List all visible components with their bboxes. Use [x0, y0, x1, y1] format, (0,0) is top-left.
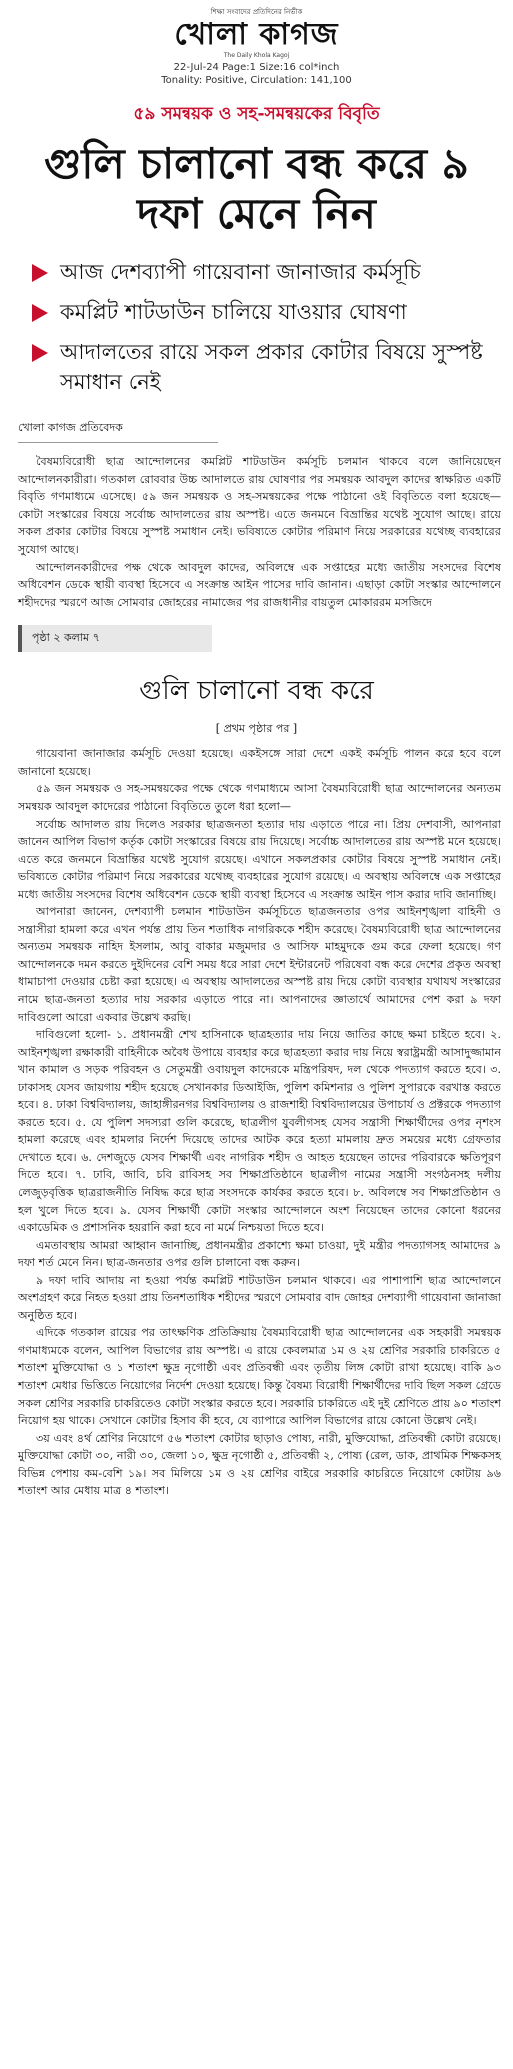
intro-paragraph: বৈষম্যবিরোধী ছাত্র আন্দোলনের কমপ্লিট শাটডাউন কর্মসূচি চলমান থাকবে বলে জানিয়েছেন আন্দোলনকারীরা। গতকাল রোববার উচ্চ আদালতে রায় ঘোষণার পর সমন্বয়ক আবদুল কাদের স্বাক্ষরিত একটি বিবৃতি গণমাধ্যমে এসেছে। ৫৯ জন সমন্বয়ক ও সহ-সমন্বয়কের পক্ষে পাঠানো ওই বিবৃতিতে বলা হয়েছে— কোটা সংস্কারের বিষয়ে সর্বোচ্চ আদালতের রায় অস্পষ্ট। এতে জনমনে বিভ্রান্তির যথেষ্ট সুযোগ আছে। রায়ে সকল প্রকার কোটার বিষয়ে সুস্পষ্ট সমাধান নেই। ভবিষ্যতে কোটার পরিমাণ নিয়ে সরকারের যথেচ্ছ ব্যবহারের সুযোগ আছে। — [18, 455, 501, 556]
byline: খোলা কাগজ প্রতিবেদক — [18, 419, 218, 443]
continued-on-label: পৃষ্ঠা ২ কলাম ৭ — [18, 625, 212, 652]
bullet-text: আজ দেশব্যাপী গায়েবানা জানাজার কর্মসূচি — [60, 260, 421, 284]
article-paragraph: ৩য় এবং ৪র্থ শ্রেণির নিয়োগে ৫৬ শতাংশ কোটার ছাড়াও পোষ্য, নারী, মুক্তিযোদ্ধা, প্রতিবন্ধী কোটা রয়েছে। মুক্তিযোদ্ধা কোটা ৩০, নারী ৩০, জেলা ১০, ক্ষুদ্র নৃগোষ্ঠী ৫, প্রতিবন্ধী ২, পোষ্য (রেল, ডাক, প্রাথমিক শিক্ষকসহ বিভিন্ন পেশায় কম-বেশি ১৯। সব মিলিয়ে ১ম ও ২য় শ্রেণির বাইরে সরকারি কাচরিতে নিয়োগে কোটায় ৯৬ শতাংশ আর মেধায় মাত্র ৪ শতাংশ। — [18, 1431, 501, 1498]
red-arrow-icon — [32, 304, 48, 322]
article-paragraph: এমতাবস্থায় আমরা আহ্বান জানাচ্ছি, প্রধানমন্ত্রীর প্রকাশ্যে ক্ষমা চাওয়া, দুই মন্ত্রীর পদত্যাগসহ আমাদের ৯ দফা শর্ত মেনে নিন। ছাত্র-জনতার ওপর গুলি চালানো বন্ধ করুন। — [18, 1238, 501, 1270]
bullet-text: কমপ্লিট শাটডাউন চালিয়ে যাওয়ার ঘোষণা — [60, 300, 407, 324]
highlight-bullet — [32, 297, 503, 327]
clip-metadata — [0, 61, 513, 87]
headline-kicker: ৫৯ সমন্বয়ক ও সহ-সমন্বয়কের বিবৃতি — [133, 104, 380, 124]
article-intro — [18, 453, 501, 611]
masthead-tagline: শিক্ষা সংবাদের প্রতিদিনের নির্ভীক — [210, 8, 303, 16]
clip-tonality-circulation: Tonality: Positive, Circulation: 141,100 — [161, 75, 352, 86]
highlight-bullet — [32, 337, 503, 397]
article-paragraph: আপনারা জানেন, দেশব্যাপী চলমান শাটডাউন কর্মসূচিতে ছাত্রজনতার ওপর আইনশৃঙ্খলা বাহিনী ও সন্ত্রাসীরা হামলা করে এখন পর্যন্ত প্রায় তিন শতাধিক নাগরিককে শহীদ করেছে। বৈষম্যবিরোধী ছাত্র আন্দোলনের অন্যতম সমন্বয়ক নাহিদ ইসলাম, আবু বাকার মজুমদার ও আসিফ মাহমুদকে গুম করে ফেলা হয়েছে। গণ আন্দোলনকে দমন করতে দুইদিনের বেশি সময় ধরে সারা দেশে ইন্টারনেট পরিষেবা বন্ধ করে দেশের প্রকৃত অবস্থা ধামাচাপা দেওয়ার চেষ্টা করা হয়েছে। এ অবস্থায় আদালতের অস্পষ্ট রায় দিয়ে কোটা ব্যবস্থার যথাযথ সংস্কারের নামে ছাত্র-জনতা হত্যার দায় সরকার এড়াতে পারে না। আপনাদের জ্ঞাতার্থে আমাদের পেশ করা ৯ দফা দাবিগুলো আরো একবার উল্লেখ করছি। — [18, 905, 501, 1024]
article-paragraph: গায়েবানা জানাজার কর্মসূচি দেওয়া হয়েছে। একইসঙ্গে সারা দেশে একই কর্মসূচি পালন করে হবে বলে জানানো হয়েছে। — [18, 747, 501, 778]
article-paragraph: ৯ দফা দাবি আদায় না হওয়া পর্যন্ত কমপ্লিট শাটডাউন চলমান থাকবে। এর পাশাপাশি ছাত্র আন্দোলনে অংশগ্রহণ করে নিহত হওয়া প্রায় তিনশতাধিক শহীদের স্মরণে সোমবার বাদ জোহর দেশব্যাপী গায়েবানা জানাজা অনুষ্ঠিত হবে। — [18, 1273, 501, 1322]
clip-date-size: 22-Jul-24 Page:1 Size:16 col*inch — [173, 62, 340, 73]
masthead — [0, 0, 513, 59]
highlight-bullets — [32, 257, 503, 397]
article-paragraph: এদিকে গতকাল রায়ের পর তাৎক্ষণিক প্রতিক্রিয়ায় বৈষম্যবিরোধী ছাত্র আন্দোলনের এক সহকারী সমন্বয়ক গণমাধ্যমকে বলেন, আপিল বিভাগের রায় অস্পষ্ট। এ রায়ে কেবলমাত্র ১ম ও ২য় শ্রেণির সরকারি চাকরিতে ৫ শতাংশ মুক্তিযোদ্ধা ও ১ শতাংশ ক্ষুদ্র নৃগোষ্ঠী এবং প্রতিবন্ধী এবং তৃতীয় লিঙ্গ কোটা রাখা হয়েছে। বাকি ৯৩ শতাংশ মেধার ভিত্তিতে নিয়োগের নির্দেশ দেওয়া হয়েছে। কিন্তু বৈষম্য বিরোধী শিক্ষার্থীদের দাবি ছিল সকল গ্রেডে সকল শ্রেণির সরকারি চাকরিতেও কোটা সংস্কার করতে হবে। সরকারি চাকরিতে এই দুই শ্রেণিতে প্রায় ৯০ শতাংশ নিয়োগ হয় থাকে। সেখানে কোটার হিসাব কী হবে, যে ব্যাপারে আপিল বিভাগের রায়ে কোনো উল্লেখ নেই। — [18, 1326, 501, 1428]
red-arrow-icon — [32, 264, 48, 282]
red-arrow-icon — [32, 344, 48, 362]
continued-heading: গুলি চালানো বন্ধ করে — [139, 676, 374, 707]
intro-paragraph: আন্দোলনকারীদের পক্ষ থেকে আবদুল কাদের, অবিলম্বে এক সপ্তাহের মধ্যে জাতীয় সংসদের বিশেষ অধিবেশন ডেকে স্থায়ী ব্যবস্থা হিসেবে এ সংক্রান্ত আইন পাসের দাবি জানান। এছাড়া কোটা সংস্কার আন্দোলনে শহীদদের স্মরণে আজ সোমবার জোহরের নামাজের পর রাজধানীর বায়তুল মোকাররম মসজিদে — [18, 560, 501, 609]
article-paragraph: দাবিগুলো হলো- ১. প্রধানমন্ত্রী শেখ হাসিনাকে ছাত্রহত্যার দায় নিয়ে জাতির কাছে ক্ষমা চাইতে হবে। ২. আইনশৃঙ্খলা রক্ষাকারী বাহিনীকে অবৈধ উপায়ে ব্যবহার করে ছাত্রহত্যা করার দায় নিয়ে স্বরাষ্ট্রমন্ত্রী আসাদুজ্জামান খান কামাল ও সড়ক পরিবহন ও সেতুমন্ত্রী ওবায়দুল কাদেরকে মন্ত্রিপরিষদ, দল থেকে পদত্যাগ করতে হবে। ৩. ঢাকাসহ যেসব জায়গায় শহীদ হয়েছে সেখানকার ডিআইজি, পুলিশ কমিশনার ও পুলিশ সুপারকে বরখাস্ত করতে হবে। ৪. ঢাকা বিশ্ববিদ্যালয়, জাহাঙ্গীরনগর বিশ্ববিদ্যালয় ও রাজশাহী বিশ্ববিদ্যালয়ের উপাচার্য ও প্রক্টরকে পদত্যাগ করতে হবে। ৫. যে পুলিশ সদস্যরা গুলি করেছে, ছাত্রলীগ যুবলীগসহ যেসব সন্ত্রাসী শিক্ষার্থীদের ওপর নৃশংস হামলা করেছে এবং হামলার নির্দেশ দিয়েছে তাদের আটক করে হত্যা মামলায় দ্রুত সময়ের মধ্যে গ্রেফতার দেখাতে হবে। ৬. দেশজুড়ে যেসব শিক্ষার্থী এবং নাগরিক শহীদ ও আহত হয়েছেন তাদের পরিবারকে ক্ষতিপূরণ দিতে হবে। ৭. ঢাবি, জাবি, চবি রাবিসহ সব শিক্ষাপ্রতিষ্ঠানে ছাত্রলীগ নামের সন্ত্রাসী সংগঠনসহ দলীয় লেজুড়বৃত্তিক ছাত্ররাজনীতি নিষিদ্ধ করে ছাত্র সংসদকে কার্যকর করতে হবে। ৮. অবিলম্বে সব শিক্ষাপ্রতিষ্ঠান ও হল খুলে দিতে হবে। ৯. যেসব শিক্ষার্থী কোটা সংস্কার আন্দোলনে অংশ নিয়েছেন তাদের কোনো ধরনের একাডেমিক ও প্রশাসনিক হয়রানি করা হবে না মর্মে নিশ্চয়তা দিতে হবে। — [18, 1028, 501, 1235]
article-continuation — [18, 745, 501, 1500]
article-paragraph: সর্বোচ্চ আদালত রায় দিলেও সরকার ছাত্রজনতা হত্যার দায় এড়াতে পারে না। প্রিয় দেশবাসী, আপনারা জানেন আপিল বিভাগ কর্তৃক কোটা সংস্কারের বিষয়ে রায় দিয়েছে। সর্বোচ্চ আদালতের রায় অস্পষ্ট মনে হয়েছে। এতে করে জনমনে বিভ্রান্তির যথেষ্ট সুযোগ রয়েছে। এখানে সকলপ্রকার কোটার বিষয়ে সুস্পষ্ট সমাধান নেই। ভবিষ্যতে কোটার পরিমাণ নিয়ে সরকারের যথেচ্ছ ব্যবহারের সুযোগ রয়েছে। এ অবস্থায় অবিলম্বে এক সপ্তাহের মধ্যে জাতীয় সংসদের বিশেষ অধিবেশন ডেকে স্থায়ী ব্যবস্থা হিসেবে এ সংক্রান্ত আইন পাস করার দাবি জানাচ্ছি। — [18, 817, 501, 901]
highlight-bullet — [32, 257, 503, 287]
newspaper-logo: খোলা কাগজ — [174, 17, 339, 52]
bullet-text: আদালতের রায়ে সকল প্রকার কোটার বিষয়ে সুস্পষ্ট সমাধান নেই — [60, 340, 483, 394]
continued-from-label: [ প্রথম পৃষ্ঠার পর ] — [215, 722, 298, 736]
main-headline: গুলি চালানো বন্ধ করে ৯ দফা মেনে নিন — [44, 139, 469, 238]
masthead-english-name: The Daily Khola Kagoj — [223, 52, 290, 59]
article-paragraph: ৫৯ জন সমন্বয়ক ও সহ-সমন্বয়কের পক্ষে থেকে গণমাধ্যমে আসা বৈষম্যবিরোধী ছাত্র আন্দোলনের অন্যতম সমন্বয়ক আবদুল কাদেরের পাঠানো বিবৃতিতে তুলে ধরা হলো— — [18, 782, 501, 813]
